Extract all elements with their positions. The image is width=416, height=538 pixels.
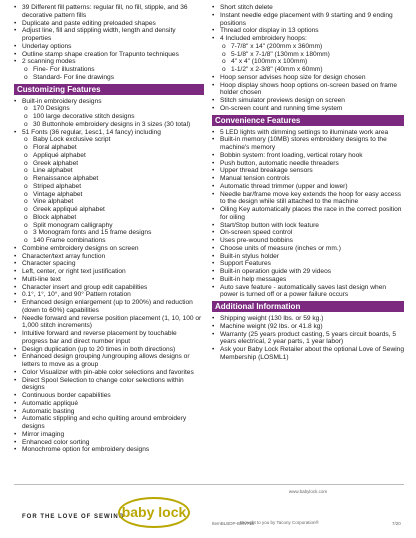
- list-item: • On-screen speed control: [212, 229, 404, 237]
- list-item: • Enhanced color sorting: [14, 439, 204, 447]
- list-item: • Built-in memory (10MB) stores embroidery designs to the machine's memory: [212, 136, 404, 152]
- list-item: • Needle bar/frame move key extends the hoop for easy access to the design while still attached to the machine: [212, 191, 404, 207]
- sub-list-item: o Renaissance alphabet: [14, 175, 204, 183]
- sub-list-item: o 1-1/2" x 2-3/8" (40mm x 60mm): [212, 66, 404, 74]
- list-item: • 39 Different fill patterns: regular fill, no fill, stipple, and 36 decorative pattern fills: [14, 4, 204, 20]
- list-item: • Automatic stippling and echo quilting around embroidery designs: [14, 415, 204, 431]
- item-code: ItemBLBDP-BMV716: [212, 521, 255, 526]
- right-column: [212, 4, 404, 362]
- fill-features-list: [14, 4, 204, 82]
- list-item: • Character spacing: [14, 260, 204, 268]
- list-item: • 5 LED lights with dimming settings to illuminate work area: [212, 129, 404, 137]
- sub-list-item: o Floral alphabet: [14, 144, 204, 152]
- list-item: • Continuous border capabilities: [14, 392, 204, 400]
- sub-list-item: o 3 Monogram fonts and 15 frame designs: [14, 229, 204, 237]
- list-item: • Oiling Key automatically places the race in the correct position for oiling: [212, 206, 404, 222]
- list-item: • 0.1°, 1°, 10°, and 90° Pattern rotation: [14, 291, 204, 299]
- list-item: • Monochrome option for embroidery designs: [14, 446, 204, 454]
- list-item: • Push button, automatic needle threaders: [212, 160, 404, 168]
- sub-list-item: o Block alphabet: [14, 214, 204, 222]
- baby-lock-logo: baby lock: [118, 497, 190, 528]
- list-item: • Enhanced design enlargement (up to 200%) and reduction (down to 60%) capabilities: [14, 299, 204, 315]
- list-item: • Stitch simulator previews design on screen: [212, 97, 404, 105]
- footer-divider: [14, 484, 404, 485]
- sub-list-item: o Vine alphabet: [14, 198, 204, 206]
- sub-list-item: o 4" x 4" (100mm x 100mm): [212, 58, 404, 66]
- sub-list-item: o Greek alphabet: [14, 160, 204, 168]
- list-item: • Short stitch delete: [212, 4, 404, 12]
- additional-information-list: [212, 315, 404, 362]
- left-column: [14, 4, 204, 454]
- list-item: • Upper thread breakage sensors: [212, 167, 404, 175]
- sub-list-item: o Split monogram calligraphy: [14, 222, 204, 230]
- list-item: • Character/text array function: [14, 253, 204, 261]
- sub-list-item: o 7-7/8" x 14" (200mm x 360mm): [212, 43, 404, 51]
- list-item: • Built-in stylus holder: [212, 253, 404, 261]
- list-item: • Automatic appliqué: [14, 400, 204, 408]
- list-item: • Shipping weight (130 lbs. or 59 kg.): [212, 315, 404, 323]
- list-item: • Choose units of measure (inches or mm.): [212, 245, 404, 253]
- list-item: • Combine embroidery designs on screen: [14, 245, 204, 253]
- additional-information-header: Additional Information: [212, 301, 404, 312]
- list-item: • Mirror imaging: [14, 431, 204, 439]
- convenience-features-list: [212, 129, 404, 300]
- sub-list-item: o 140 Frame combinations: [14, 237, 204, 245]
- list-item: • Left, center, or right text justification: [14, 268, 204, 276]
- sub-list-item: o 30 Buttonhole embroidery designs in 3 sizes (30 total): [14, 121, 204, 129]
- hoop-features-list: [212, 4, 404, 113]
- convenience-features-header: Convenience Features: [212, 115, 404, 126]
- list-item: • Needle forward and reverse position placement (1, 10, 100 or 1,000 stitch increments): [14, 315, 204, 331]
- sub-list-item: o Baby Lock exclusive script: [14, 136, 204, 144]
- list-item: • Thread color display in 13 options: [212, 27, 404, 35]
- sub-list-item: o 5-1/8" x 7-1/8" (130mm x 180mm): [212, 51, 404, 59]
- list-item: • Start/Stop button with lock feature: [212, 222, 404, 230]
- sub-list-item: o Standard- For line drawings: [14, 74, 204, 82]
- customizing-features-header: Customizing Features: [14, 84, 204, 95]
- list-item: • Built-in operation guide with 29 videos: [212, 268, 404, 276]
- list-item: • Outline stamp shape creation for Trapunto techniques: [14, 51, 204, 59]
- list-item: • Built-in help messages: [212, 276, 404, 284]
- sub-list-item: o Fine- For illustrations: [14, 66, 204, 74]
- list-item: • Warranty (25 years product casting, 5 years circuit boards, 5 years electrical, 2 year parts, 1 year labor): [212, 331, 404, 347]
- list-item: • Design duplication (up to 20 times in both directions): [14, 346, 204, 354]
- provider-text: Brought to you by Tacony Corporation®: [240, 520, 319, 525]
- list-item: • Automatic thread trimmer (upper and lower): [212, 183, 404, 191]
- sub-list-item: o Striped alphabet: [14, 183, 204, 191]
- sub-list-item: o Appliqué alphabet: [14, 152, 204, 160]
- list-item: • On-screen count and running time system: [212, 105, 404, 113]
- list-item: • Instant needle edge placement with 9 starting and 9 ending positions: [212, 12, 404, 28]
- sub-list-item: o Greek appliqué alphabet: [14, 206, 204, 214]
- list-item: • 4 Included embroidery hoops:: [212, 35, 404, 43]
- list-item: • Color Visualizer with pin-able color selections and favorites: [14, 369, 204, 377]
- list-item: • Underlay options: [14, 43, 204, 51]
- list-item: • Hoop display shows hoop options on-screen based on frame holder chosen: [212, 82, 404, 98]
- list-item: • Automatic basting: [14, 408, 204, 416]
- tagline: FOR THE LOVE OF SEWING: [22, 514, 125, 520]
- sub-list-item: o 170 Designs: [14, 105, 204, 113]
- list-item: • Intuitive forward and reverse placement by touchable progress bar and direct number input: [14, 330, 204, 346]
- list-item: • Uses pre-wound bobbins: [212, 237, 404, 245]
- list-item: • Duplicate and paste editing preloaded shapes: [14, 20, 204, 28]
- list-item: • Ask your Baby Lock Retailer about the optional Love of Sewing Membership (LOSML1): [212, 346, 404, 362]
- list-item: • Auto save feature - automatically saves last design when power is turned off or a power failure occurs: [212, 284, 404, 300]
- list-item: • Bobbin system: front loading, vertical rotary hook: [212, 152, 404, 160]
- list-item: • Machine weight (92 lbs. or 41.8 kg): [212, 323, 404, 331]
- list-item: • Direct Spool Selection to change color selections within designs: [14, 377, 204, 393]
- list-item: • Built-in embroidery designs: [14, 98, 204, 106]
- list-item: • Manual tension controls: [212, 175, 404, 183]
- list-item: • 51 Fonts (36 regular, 1esc1, 14 fancy) including: [14, 129, 204, 137]
- list-item: • Support Features: [212, 260, 404, 268]
- customizing-features-list: [14, 98, 204, 455]
- list-item: • Enhanced design grouping /ungrouping allows designs or letters to move as a group: [14, 353, 204, 369]
- website-text: www.babylock.com: [288, 489, 328, 494]
- list-item: • Character insert and group edit capabilities: [14, 284, 204, 292]
- list-item: • 2 scanning modes: [14, 58, 204, 66]
- sub-list-item: o 100 large decorative stitch designs: [14, 113, 204, 121]
- sub-list-item: o Vintage alphabet: [14, 191, 204, 199]
- date-text: 7/20: [392, 521, 401, 526]
- list-item: • Multi-line text: [14, 276, 204, 284]
- list-item: • Adjust line, fill and stippling width, length and density properties: [14, 27, 204, 43]
- list-item: • Hoop sensor advises hoop size for design chosen: [212, 74, 404, 82]
- sub-list-item: o Line alphabet: [14, 167, 204, 175]
